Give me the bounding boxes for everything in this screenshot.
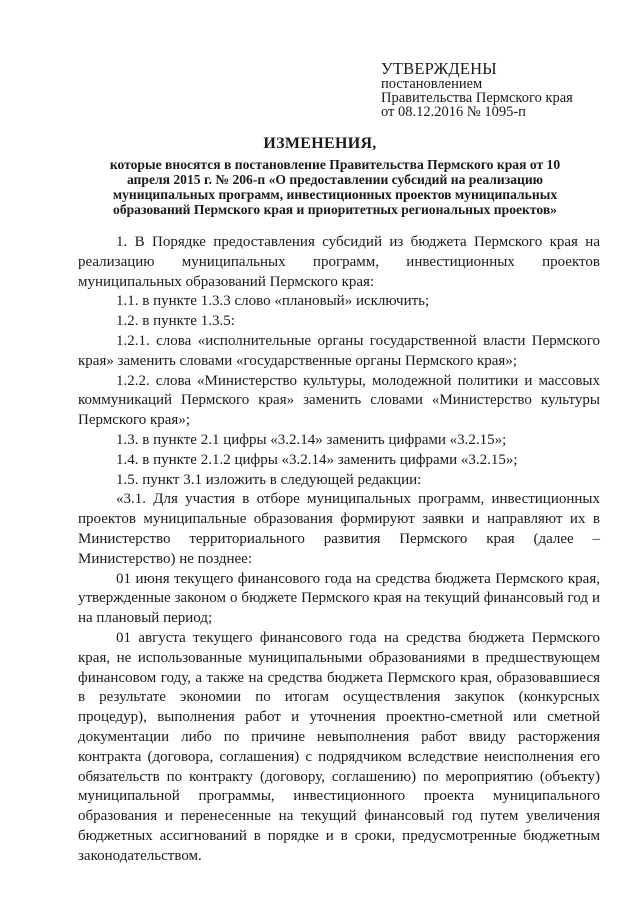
paragraph-august-deadline: 01 августа текущего финансового года на средства бюджета Пермского края, не использованные муниципальными образованиями в предшествующем финансовом году, а также на средства бюджета Пермского края, образовавшиеся в результате экономии по итогам осуществления закупок (конкурсных процедур), выполнения работ и уточнения проектно-сметной или сметной документации либо по причине невыполнения работ ввиду расторжения контракта (договора, соглашения) с подрядчиком вследствие неисполнения его обязательств по контракту (договору, соглашению) по мероприятию (объекту) муниципальной программы, инвестиционного проекта муниципального образования и перенесенные на текущий финансовый год путем увеличения бюджетных ассигнований в порядке и в сроки, предусмотренные бюджетным законодательством.: [78, 629, 600, 864]
approval-line-3: от 08.12.2016 № 1095-п: [381, 104, 526, 120]
document-body: [78, 233, 600, 867]
paragraph-3-1: «3.1. Для участия в отборе муниципальных программ, инвестиционных проектов муниципальные образования формируют заявки и направляют их в Министерство территориального развития Пермского края (далее – Министерство) не позднее:: [78, 491, 600, 567]
document-title: ИЗМЕНЕНИЯ,: [263, 135, 377, 152]
approval-line-2: Правительства Пермского края: [381, 90, 573, 106]
paragraph-1-1: 1.1. в пункте 1.3.3 слово «плановый» исключить;: [116, 293, 430, 310]
approval-line-1: постановлением: [381, 76, 483, 92]
paragraph-1-3: 1.3. в пункте 2.1 цифры «3.2.14» заменить цифрами «3.2.15»;: [116, 431, 507, 448]
approved-heading: УТВЕРЖДЕНЫ: [381, 59, 497, 78]
paragraph-1: 1. В Порядке предоставления субсидий из бюджета Пермского края на реализацию муниципальных программ, инвестиционных проектов муниципальных образований Пермского края:: [78, 234, 600, 290]
paragraph-june-deadline: 01 июня текущего финансового года на средства бюджета Пермского края, утвержденные законом о бюджете Пермского края на текущий финансовый год и на плановый период;: [78, 570, 600, 627]
document-subtitle: которые вносятся в постановление Правительства Пермского края от 10 апреля 2015 г. № 206-п «О предоставлении субсидий на реализацию муниципальных программ, инвестиционных проектов муниципальных образований Пермского края и приоритетных региональных проектов»: [109, 157, 561, 217]
paragraph-1-2: 1.2. в пункте 1.3.5:: [116, 313, 235, 330]
approval-block: [381, 60, 573, 119]
paragraph-1-4: 1.4. в пункте 2.1.2 цифры «3.2.14» заменить цифрами «3.2.15»;: [116, 451, 518, 468]
paragraph-1-2-1: 1.2.1. слова «исполнительные органы государственной власти Пермского края» заменить словами «государственные органы Пермского края»;: [78, 332, 600, 369]
paragraph-1-2-2: 1.2.2. слова «Министерство культуры, молодежной политики и массовых коммуникаций Пермского края» заменить словами «Министерство культуры Пермского края»;: [78, 372, 600, 429]
paragraph-1-5: 1.5. пункт 3.1 изложить в следующей редакции:: [116, 471, 422, 488]
